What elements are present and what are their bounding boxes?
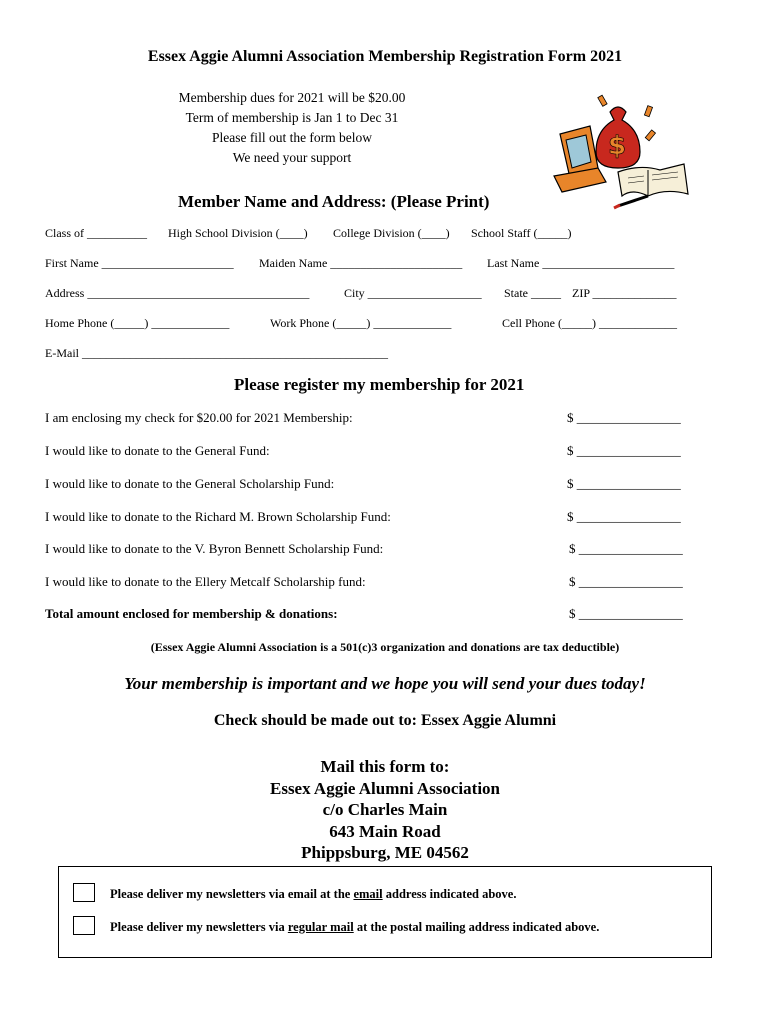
total-amount-field[interactable]: $ ________________ [569, 606, 683, 621]
donation-label: I would like to donate to the General Fund: [45, 443, 270, 458]
mail-newsletter-checkbox[interactable] [73, 916, 95, 935]
donation-label: I would like to donate to the Ellery Metcalf Scholarship fund: [45, 574, 366, 589]
state-field[interactable]: State _____ [504, 286, 561, 300]
intro-block [150, 88, 434, 168]
mail-newsletter-label [110, 920, 599, 935]
donation-label: I would like to donate to the Richard M. Brown Scholarship Fund: [45, 509, 391, 524]
city-field[interactable]: City ___________________ [344, 286, 482, 300]
intro-line: Membership dues for 2021 will be $20.00 [178, 90, 406, 105]
work-phone-field[interactable]: Work Phone (_____) _____________ [270, 316, 452, 330]
intro-line: Please fill out the form below [211, 130, 373, 145]
donation-amount-field[interactable]: $ ________________ [567, 476, 681, 491]
register-heading: Please register my membership for 2021 [234, 375, 525, 394]
mail-line: 643 Main Road [329, 821, 441, 841]
label-text: Please deliver my newsletters via email at the [110, 887, 354, 901]
donation-amount-field[interactable]: $ ________________ [567, 509, 681, 524]
label-text: at the postal mailing address indicated above. [353, 920, 600, 934]
mail-address-block [0, 756, 770, 864]
last-name-field[interactable]: Last Name ______________________ [487, 256, 675, 270]
check-payee: Check should be made out to: Essex Aggie Alumni [213, 712, 557, 729]
hs-division-field[interactable]: High School Division (____) [168, 226, 308, 240]
donation-label: I am enclosing my check for $20.00 for 2021 Membership: [45, 410, 353, 425]
svg-text:$: $ [608, 131, 627, 161]
college-division-field[interactable]: College Division (____) [333, 226, 450, 240]
first-name-field[interactable]: First Name ______________________ [45, 256, 234, 270]
zip-field[interactable]: ZIP ______________ [572, 286, 677, 300]
label-underlined: regular mail [287, 920, 354, 934]
money-computer-clipart-icon [548, 84, 698, 214]
label-underlined: email [353, 887, 383, 901]
maiden-name-field[interactable]: Maiden Name ______________________ [259, 256, 463, 270]
email-newsletter-label [110, 887, 516, 902]
donation-amount-field[interactable]: $ ________________ [569, 541, 683, 556]
importance-message: Your membership is important and we hope you will send your dues today! [124, 674, 646, 693]
home-phone-field[interactable]: Home Phone (_____) _____________ [45, 316, 230, 330]
donation-amount-field[interactable]: $ ________________ [567, 443, 681, 458]
member-heading: Member Name and Address: (Please Print) [178, 192, 490, 211]
newsletter-box [58, 866, 712, 958]
donation-label: I would like to donate to the V. Byron Bennett Scholarship Fund: [45, 541, 384, 556]
label-text: address indicated above. [382, 887, 517, 901]
tax-note: (Essex Aggie Alumni Association is a 501(c)3 organization and donations are tax deductible) [150, 640, 620, 654]
mail-line: Essex Aggie Alumni Association [269, 778, 500, 798]
donation-amount-field[interactable]: $ ________________ [569, 574, 683, 589]
email-newsletter-checkbox[interactable] [73, 883, 95, 902]
class-of-field[interactable]: Class of __________ [45, 226, 147, 240]
donation-amount-field[interactable]: $ ________________ [567, 410, 681, 425]
intro-line: We need your support [232, 150, 352, 165]
mail-line: c/o Charles Main [322, 800, 448, 819]
email-field[interactable]: E-Mail ___________________________________________________ [45, 346, 388, 360]
intro-line: Term of membership is Jan 1 to Dec 31 [185, 110, 399, 125]
donation-label: I would like to donate to the General Scholarship Fund: [45, 476, 335, 491]
total-label: Total amount enclosed for membership & donations: [45, 606, 338, 621]
label-text: Please deliver my newsletters via [110, 920, 288, 934]
cell-phone-field[interactable]: Cell Phone (_____) _____________ [502, 316, 677, 330]
mail-line: Phippsburg, ME 04562 [301, 843, 469, 862]
form-title: Essex Aggie Alumni Association Membership Registration Form 2021 [147, 48, 623, 65]
school-staff-field[interactable]: School Staff (_____) [471, 226, 572, 240]
address-field[interactable]: Address _____________________________________ [45, 286, 310, 300]
mail-line: Mail this form to: [320, 757, 450, 776]
